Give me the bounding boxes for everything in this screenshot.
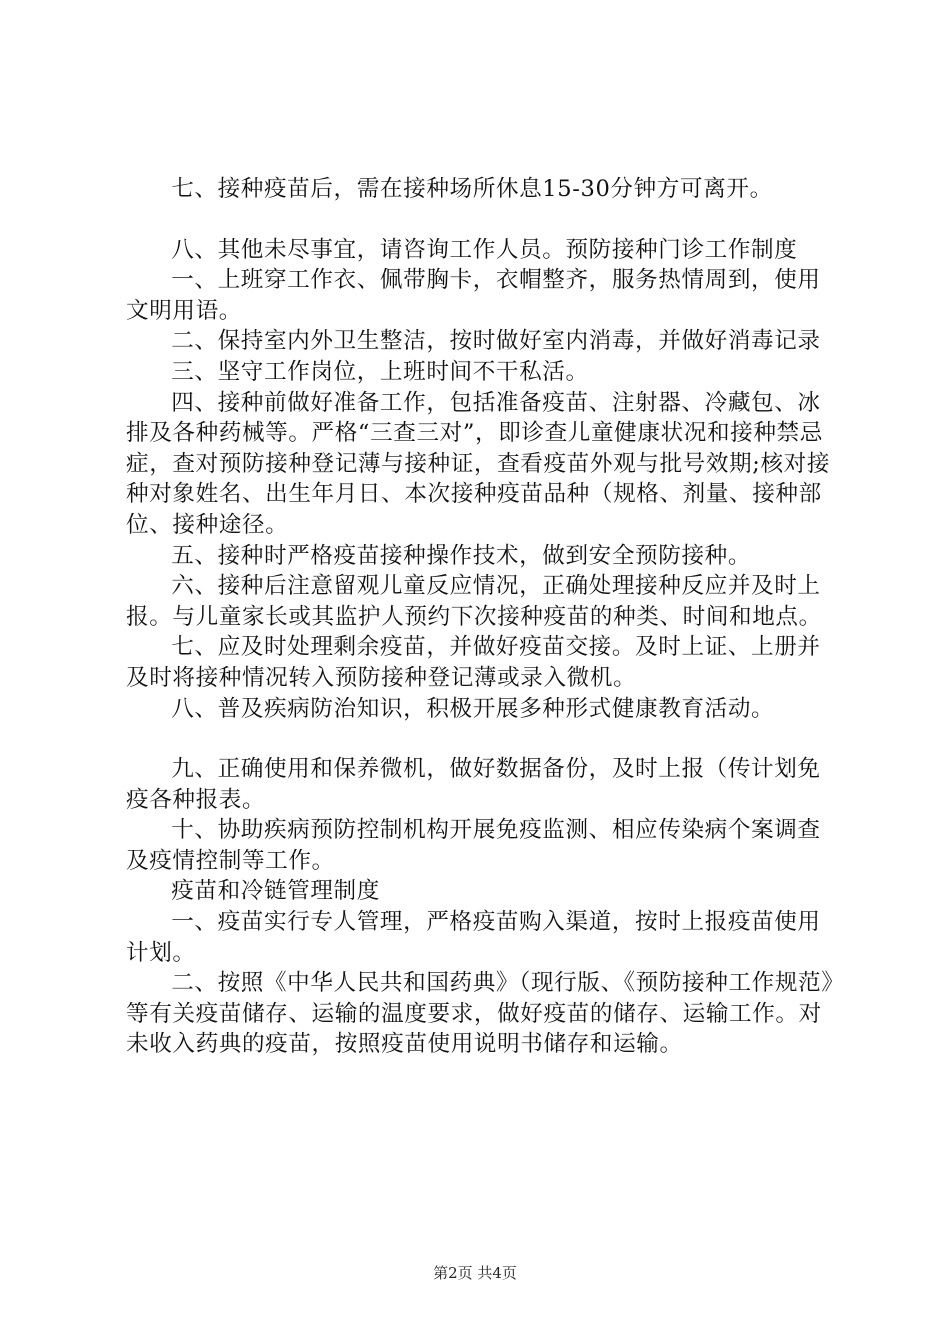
paragraph-clinic-rule-1: 一、上班穿工作衣、佩带胸卡，衣帽整齐，服务热情周到，使用文明用语。 [126,267,821,324]
paragraph-cold-chain-rule-1: 一、疫苗实行专人管理，严格疫苗购入渠道，按时上报疫苗使用计划。 [126,909,821,966]
paragraph-gap [126,205,834,235]
paragraph-gap [126,724,834,754]
paragraph-rule-8: 八、其他未尽事宜，请咨询工作人员。预防接种门诊工作制度 [171,236,798,263]
document-body [126,174,834,1060]
page-number-footer: 第2页 共4页 [433,1264,517,1282]
paragraph-clinic-rule-7: 七、应及时处理剩余疫苗，并做好疫苗交接。及时上证、上册并及时将接种情况转入预防接种登记薄或录入微机。 [126,634,821,691]
paragraph-clinic-rule-5: 五、接种时严格疫苗接种操作技术，做到安全预防接种。 [171,542,752,569]
paragraph-clinic-rule-10: 十、协助疾病预防控制机构开展免疫监测、相应传染病个案调查及疫情控制等工作。 [126,817,821,874]
paragraph-clinic-rule-4: 四、接种前做好准备工作，包括准备疫苗、注射器、冷藏包、冰排及各种药械等。严格“三查三对”，即诊查儿童健康状况和接种禁忌症，查对预防接种登记薄与接种证，查看疫苗外观与批号效期;核对接种对象姓名、出生年月日、本次接种疫苗品种（规格、剂量、接种部位、接种途径。 [126,389,831,538]
paragraph-clinic-rule-9: 九、正确使用和保养微机，做好数据备份，及时上报（传计划免疫各种报表。 [126,756,821,813]
paragraph-rule-7: 七、接种疫苗后，需在接种场所休息15-30分钟方可离开。 [171,176,773,202]
paragraph-clinic-rule-3: 三、坚守工作岗位，上班时间不干私活。 [171,358,589,385]
paragraph-clinic-rule-8: 八、普及疾病防治知识，积极开展多种形式健康教育活动。 [171,695,775,722]
section-heading-cold-chain: 疫苗和冷链管理制度 [171,878,380,905]
paragraph-cold-chain-rule-2: 二、按照《中华人民共和国药典》（现行版、《预防接种工作规范》等有关疫苗储存、运输的温度要求，做好疫苗的储存、运输工作。对未收入药典的疫苗，按照疫苗使用说明书储存和运输。 [126,970,834,1058]
paragraph-clinic-rule-6: 六、接种后注意留观儿童反应情况，正确处理接种反应并及时上报。与儿童家长或其监护人预约下次接种疫苗的种类、时间和地点。 [126,573,822,630]
paragraph-clinic-rule-2: 二、保持室内外卫生整洁，按时做好室内消毒，并做好消毒记录 [171,328,821,355]
